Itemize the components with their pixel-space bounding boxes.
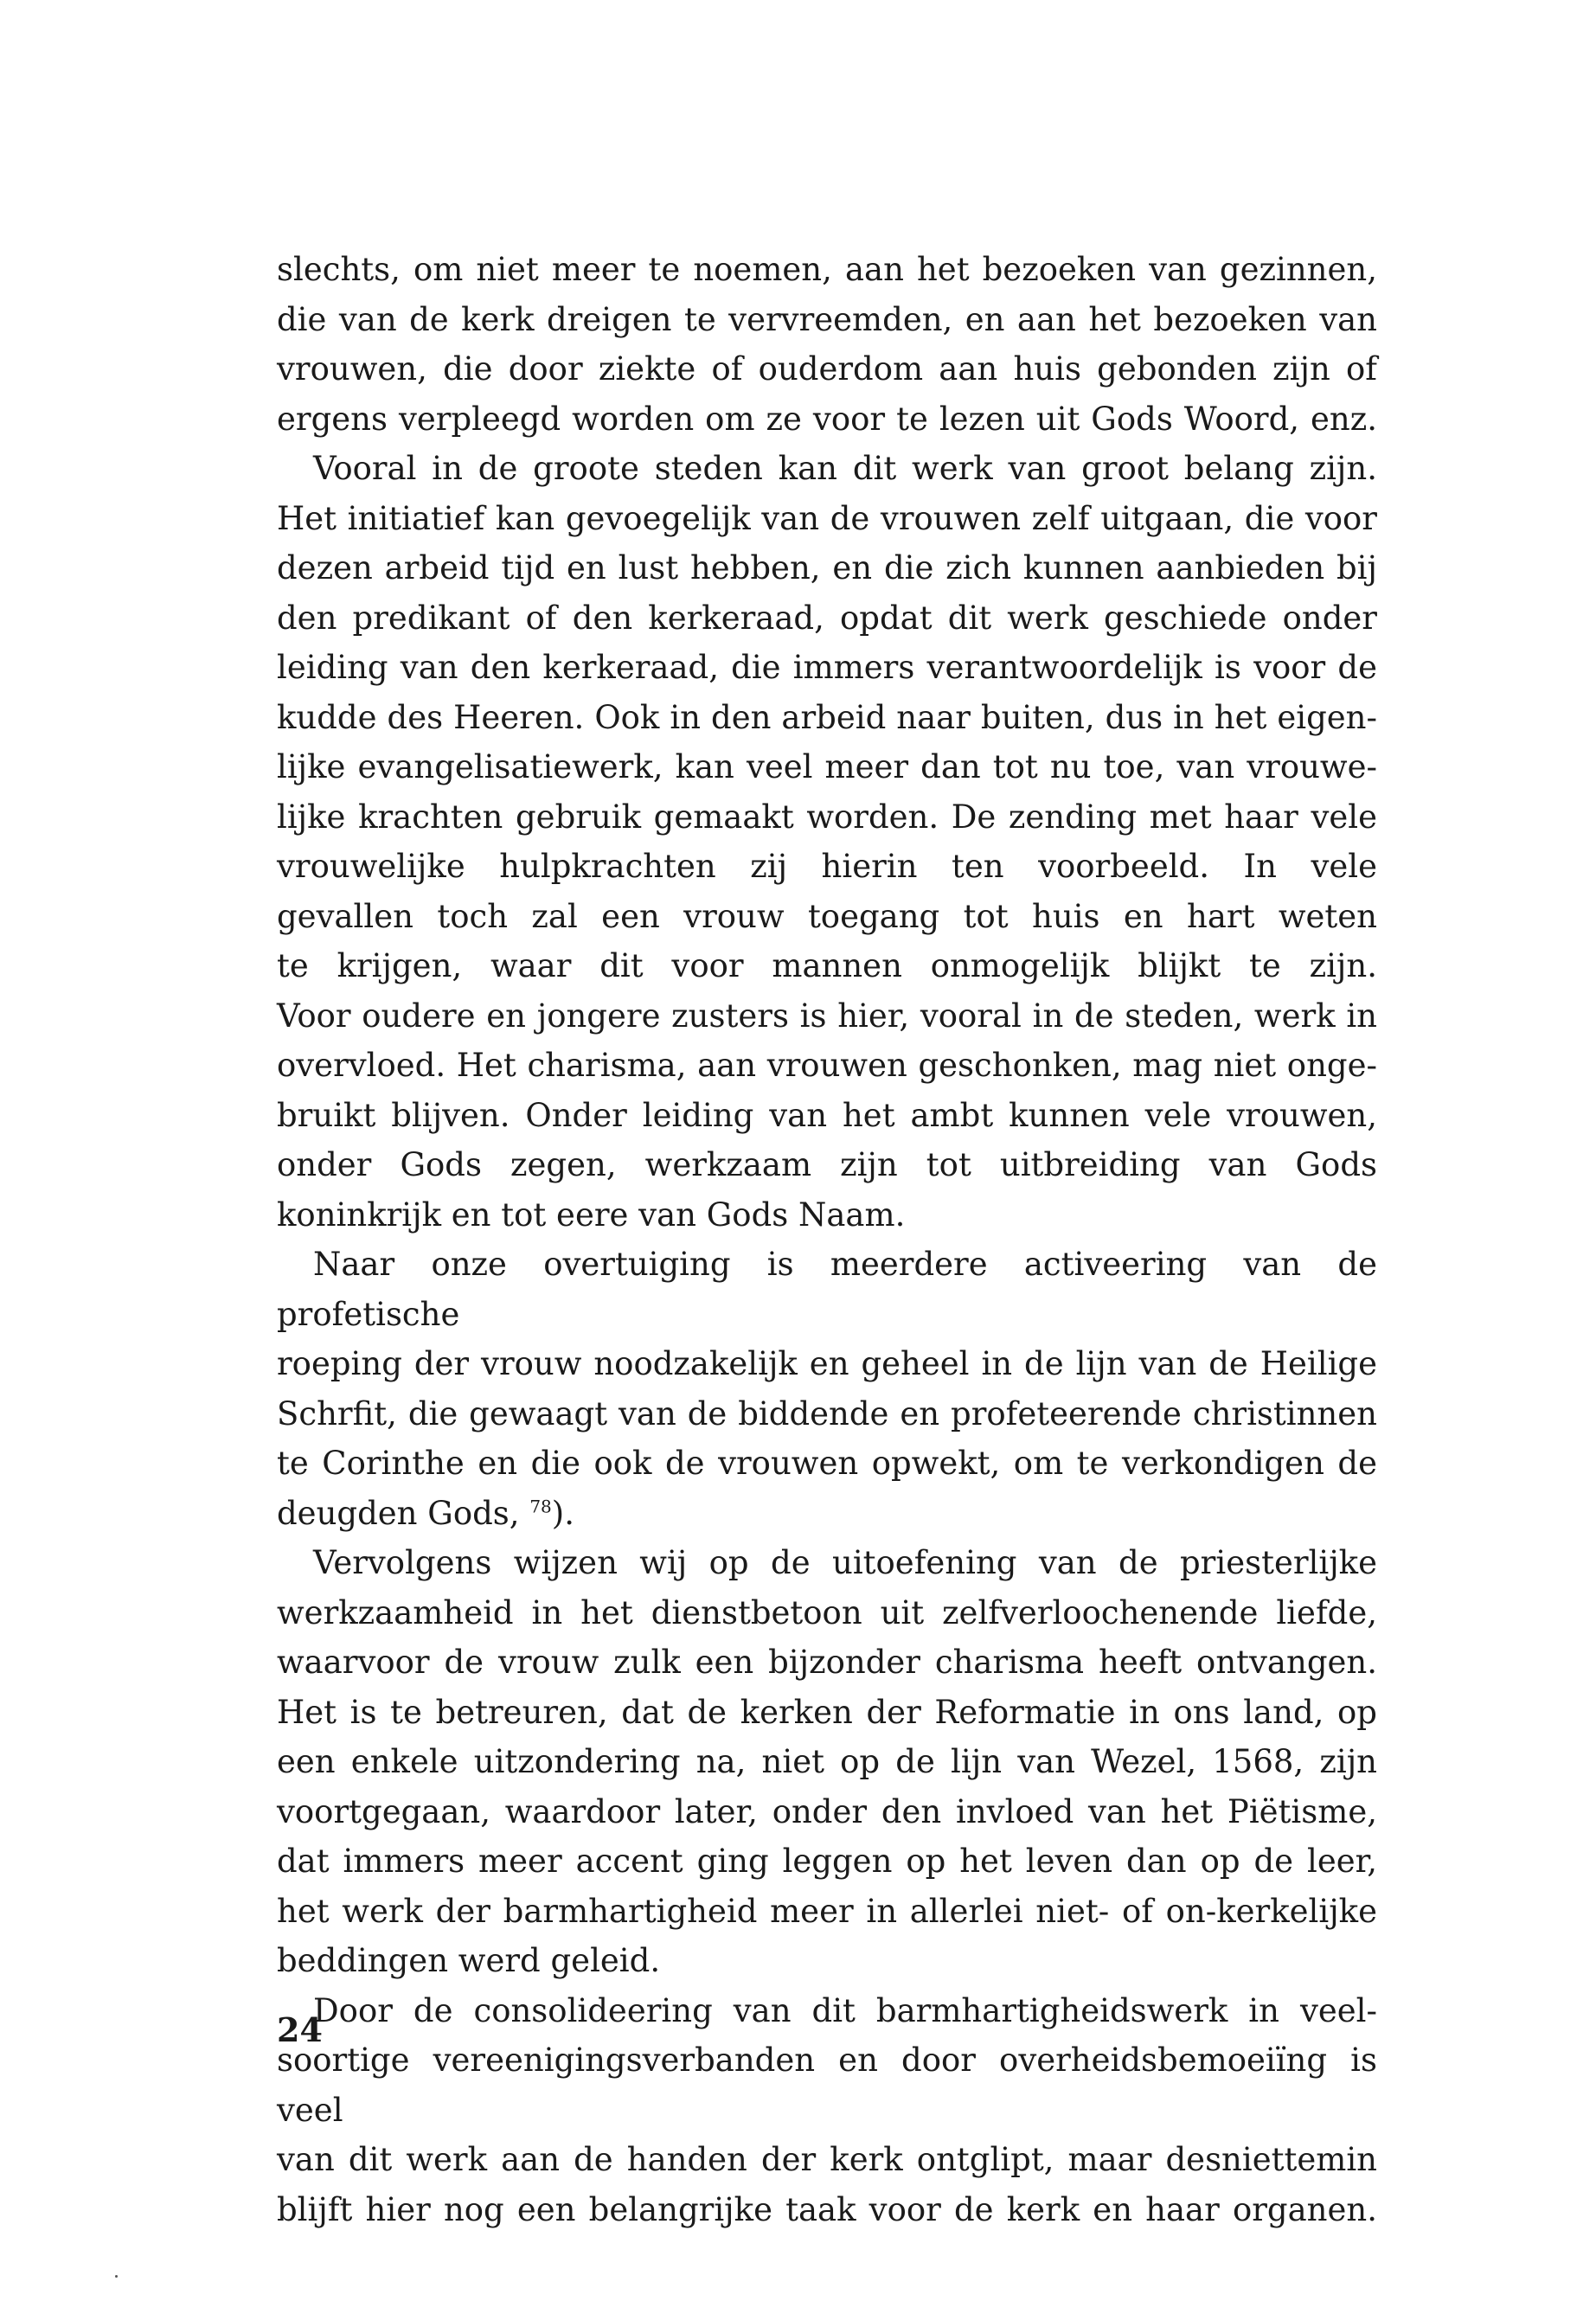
text-line: beddingen werd geleid. bbox=[277, 1942, 661, 1979]
text-line: leiding van den kerkeraad, die immers verantwoordelijk is voor de bbox=[277, 649, 1377, 686]
text-line: roeping der vrouw noodzakelijk en geheel in de lijn van de Heilige bbox=[277, 1345, 1377, 1382]
text-line: Schrfit, die gewaagt van de biddende en profeteerende christinnen bbox=[277, 1394, 1377, 1433]
text-fragment: ). bbox=[551, 1494, 574, 1532]
text-line: het werk der barmhartigheid meer in allerlei niet- of on-kerkelijke bbox=[277, 1892, 1377, 1930]
text-line: van dit werk aan de handen der kerk ontglipt, maar desniettemin bbox=[277, 2141, 1377, 2178]
text-line: Voor oudere en jongere zusters is hier, vooral in de steden, werk in bbox=[277, 997, 1377, 1035]
paragraph bbox=[277, 1986, 1377, 2235]
text-line: een enkele uitzondering na, niet op de lijn van Wezel, 1568, zijn bbox=[277, 1743, 1377, 1780]
text-line: Vervolgens wijzen wij op de uitoefening van de priesterlijke bbox=[313, 1544, 1377, 1581]
text-line: overvloed. Het charisma, aan vrouwen geschonken, mag niet onge- bbox=[277, 1047, 1377, 1084]
text-line: die van de kerk dreigen te vervreemden, en aan het bezoeken van bbox=[277, 300, 1377, 338]
text-line: voortgegaan, waardoor later, onder den invloed van het Piëtisme, bbox=[277, 1792, 1377, 1830]
text-line: Het initiatief kan gevoegelijk van de vrouwen zelf uitgaan, die voor bbox=[277, 499, 1377, 537]
text-line: kudde des Heeren. Ook in den arbeid naar buiten, dus in het eigen- bbox=[277, 698, 1377, 736]
text-line: koninkrijk en tot eere van Gods Naam. bbox=[277, 1195, 906, 1234]
text-line bbox=[277, 1489, 1377, 1539]
paragraph bbox=[277, 444, 1377, 1240]
text-line: dezen arbeid tijd en lust hebben, en die zich kunnen aanbieden bij bbox=[277, 549, 1377, 586]
text-line: Het is te betreuren, dat de kerken der Reformatie in ons land, op bbox=[277, 1693, 1377, 1731]
text-line: onder Gods zegen, werkzaam zijn tot uitbreiding van Gods bbox=[277, 1146, 1377, 1183]
text-line: soortige vereenigingsverbanden en door overheidsbemoeiïng is veel bbox=[277, 2041, 1377, 2129]
text-line: gevallen toch zal een vrouw toegang tot huis en hart weten bbox=[277, 897, 1377, 935]
paragraph bbox=[277, 1240, 1377, 1538]
text-line: werkzaamheid in het dienstbetoon uit zelfverloochenende liefde, bbox=[277, 1593, 1377, 1631]
text-line: Naar onze overtuiging is meerdere activeering van de profetische bbox=[277, 1246, 1377, 1333]
footnote-marker: 78 bbox=[529, 1496, 552, 1517]
print-speck bbox=[115, 2275, 118, 2278]
text-line: te Corinthe en die ook de vrouwen opwekt, om te verkondigen de bbox=[277, 1445, 1377, 1482]
text-line: ergens verpleegd worden om ze voor te lezen uit Gods Woord, enz. bbox=[277, 400, 1377, 438]
text-line: lijke krachten gebruik gemaakt worden. De zending met haar vele bbox=[277, 798, 1377, 836]
page-number: 24 bbox=[277, 2010, 323, 2049]
text-line: bruikt blijven. Onder leiding van het ambt kunnen vele vrouwen, bbox=[277, 1096, 1377, 1134]
text-line: te krijgen, waar dit voor mannen onmogelijk blijkt te zijn. bbox=[277, 947, 1377, 984]
text-line: Vooral in de groote steden kan dit werk van groot belang zijn. bbox=[313, 450, 1377, 487]
text-line: slechts, om niet meer te noemen, aan het bezoeken van gezinnen, bbox=[277, 251, 1377, 288]
text-line: dat immers meer accent ging leggen op het leven dan op de leer, bbox=[277, 1843, 1377, 1880]
paragraph bbox=[277, 245, 1377, 444]
body-text bbox=[277, 245, 1377, 2234]
paragraph bbox=[277, 1538, 1377, 1986]
text-line: vrouwen, die door ziekte of ouderdom aan huis gebonden zijn of bbox=[277, 350, 1377, 388]
text-line: lijke evangelisatiewerk, kan veel meer dan tot nu toe, van vrouwe- bbox=[277, 748, 1377, 785]
text-line: blijft hier nog een belangrijke taak voor de kerk en haar organen. bbox=[277, 2190, 1377, 2228]
text-line: Door de consolideering van dit barmhartigheidswerk in veel- bbox=[313, 1991, 1377, 2029]
text-fragment: deugden Gods, bbox=[277, 1494, 520, 1532]
text-line: vrouwelijke hulpkrachten zij hierin ten voorbeeld. In vele bbox=[277, 848, 1377, 885]
text-line: waarvoor de vrouw zulk een bijzonder charisma heeft ontvangen. bbox=[277, 1644, 1377, 1681]
text-line: den predikant of den kerkeraad, opdat dit werk geschiede onder bbox=[277, 599, 1377, 637]
